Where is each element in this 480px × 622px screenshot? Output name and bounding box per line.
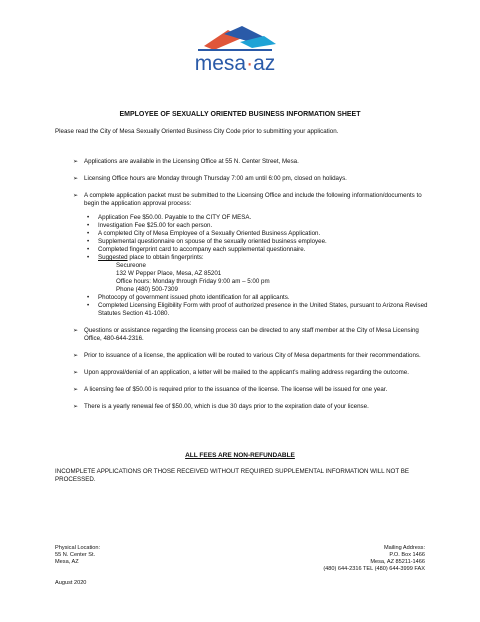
list-item-text: Completed Licensing Eligibility Form with proof of authorized presence in the United States, pursuant to Arizona Revised Statutes Section 41-1080. [98, 302, 428, 317]
arrow-bullet-icon: ➢ [73, 327, 79, 334]
intro-text: Please read the City of Mesa Sexually Oriented Business City Code prior to submitting your application. [55, 128, 339, 135]
list-item-text: Investigation Fee $25.00 for each person. [98, 222, 213, 229]
list-item [84, 214, 435, 222]
non-refundable-note: ALL FEES ARE NON-REFUNDABLE [185, 452, 295, 459]
arrow-item [55, 386, 435, 394]
logo-text-az: az [253, 52, 276, 75]
address-line: Mesa, AZ 85211-1466 [370, 559, 425, 565]
logo-wordmark [190, 52, 280, 76]
arrow-bullet-icon: ➢ [73, 352, 79, 359]
list-item [84, 238, 435, 246]
arrow-item [55, 158, 435, 166]
arrow-bullet-icon: ➢ [73, 403, 79, 410]
fingerprint-line: Office hours: Monday through Friday 9:00 am – 5:00 pm [116, 278, 270, 285]
arrow-item [55, 403, 435, 411]
mesa-logo-mark-icon [190, 24, 280, 54]
fingerprint-location [98, 262, 435, 294]
bullet-icon: • [87, 294, 90, 301]
arrow-item-text: A complete application packet must be submitted to the Licensing Office and include the following information/documents to begin the application approval process: [84, 192, 422, 207]
arrow-bullet-icon: ➢ [73, 369, 79, 376]
fingerprint-line: 132 W Pepper Place, Mesa, AZ 85201 [116, 270, 222, 277]
list-item [84, 230, 435, 238]
arrow-bullet-icon: ➢ [73, 386, 79, 393]
bullet-icon: • [87, 222, 90, 229]
arrow-item-text: Questions or assistance regarding the licensing process can be directed to any staff member at the City of Mesa Licensing Office, 480-644-2316. [84, 327, 419, 342]
bullet-icon: • [87, 246, 90, 253]
arrow-item-text: Applications are available in the Licensing Office at 55 N. Center Street, Mesa. [84, 158, 299, 165]
arrow-item [55, 327, 435, 343]
info-list [55, 158, 435, 420]
address-line: Mesa, AZ [55, 559, 79, 565]
bullet-icon: • [87, 254, 90, 261]
arrow-bullet-icon: ➢ [73, 192, 79, 199]
arrow-item [55, 175, 435, 183]
arrow-bullet-icon: ➢ [73, 175, 79, 182]
list-item-fingerprint [84, 254, 435, 294]
arrow-bullet-icon: ➢ [73, 158, 79, 165]
address-line: (480) 644-2316 TEL (480) 644-3999 FAX [323, 566, 425, 572]
arrow-item-text: A licensing fee of $50.00 is required prior to the issuance of the license. The license will be issued for one year. [84, 386, 388, 393]
list-item [84, 222, 435, 230]
arrow-item [55, 192, 435, 318]
suggested-label: Suggested [98, 254, 128, 261]
list-item-text: Photocopy of government issued photo identification for all applicants. [98, 294, 290, 301]
list-item-text: Supplemental questionnaire on spouse of the sexually oriented business employee. [98, 238, 327, 245]
logo-text-mesa: mesa [194, 52, 247, 75]
list-item-text: Application Fee $50.00. Payable to the CITY OF MESA. [98, 214, 252, 221]
list-item-text: Completed fingerprint card to accompany each supplemental questionnaire. [98, 246, 306, 253]
address-line: Physical Location: [55, 545, 101, 551]
document-title: EMPLOYEE OF SEXUALLY ORIENTED BUSINESS INFORMATION SHEET [119, 111, 361, 118]
bullet-icon: • [87, 230, 90, 237]
bullet-icon: • [87, 214, 90, 221]
document-date: August 2020 [55, 580, 87, 586]
mailing-address [323, 545, 425, 573]
logo-text-dot: · [246, 52, 254, 75]
arrow-item-text: Licensing Office hours are Monday through Thursday 7:00 am until 6:00 pm, closed on holidays. [84, 175, 347, 182]
list-item [84, 246, 435, 254]
mesa-az-logo [190, 24, 300, 80]
fingerprint-line: Secureone [116, 262, 146, 269]
arrow-item-text: Prior to issuance of a license, the application will be routed to various City of Mesa departments for their recommendations. [84, 352, 421, 359]
physical-location [55, 545, 100, 566]
arrow-item [55, 369, 435, 377]
list-item [84, 302, 435, 318]
bullet-icon: • [87, 302, 90, 309]
fingerprint-line: Phone (480) 500-7309 [116, 286, 178, 293]
address-line: 55 N. Center St. [55, 552, 96, 558]
arrow-item [55, 352, 435, 360]
incomplete-applications-note: INCOMPLETE APPLICATIONS OR THOSE RECEIVED WITHOUT REQUIRED SUPPLEMENTAL INFORMATION WILL NOT BE PROCESSED. [55, 468, 409, 483]
address-line: P.O. Box 1466 [389, 552, 425, 558]
requirements-list [84, 214, 435, 318]
bullet-icon: • [87, 238, 90, 245]
fingerprint-lead-text: place to obtain fingerprints: [127, 254, 204, 261]
list-item-text: A completed City of Mesa Employee of a Sexually Oriented Business Application. [98, 230, 321, 237]
arrow-item-text: Upon approval/denial of an application, a letter will be mailed to the applicant’s mailing address regarding the outcome. [84, 369, 409, 376]
list-item [84, 294, 435, 302]
arrow-item-text: There is a yearly renewal fee of $50.00, which is due 30 days prior to the expiration date of your license. [84, 403, 369, 410]
address-line: Mailing Address: [383, 545, 425, 551]
